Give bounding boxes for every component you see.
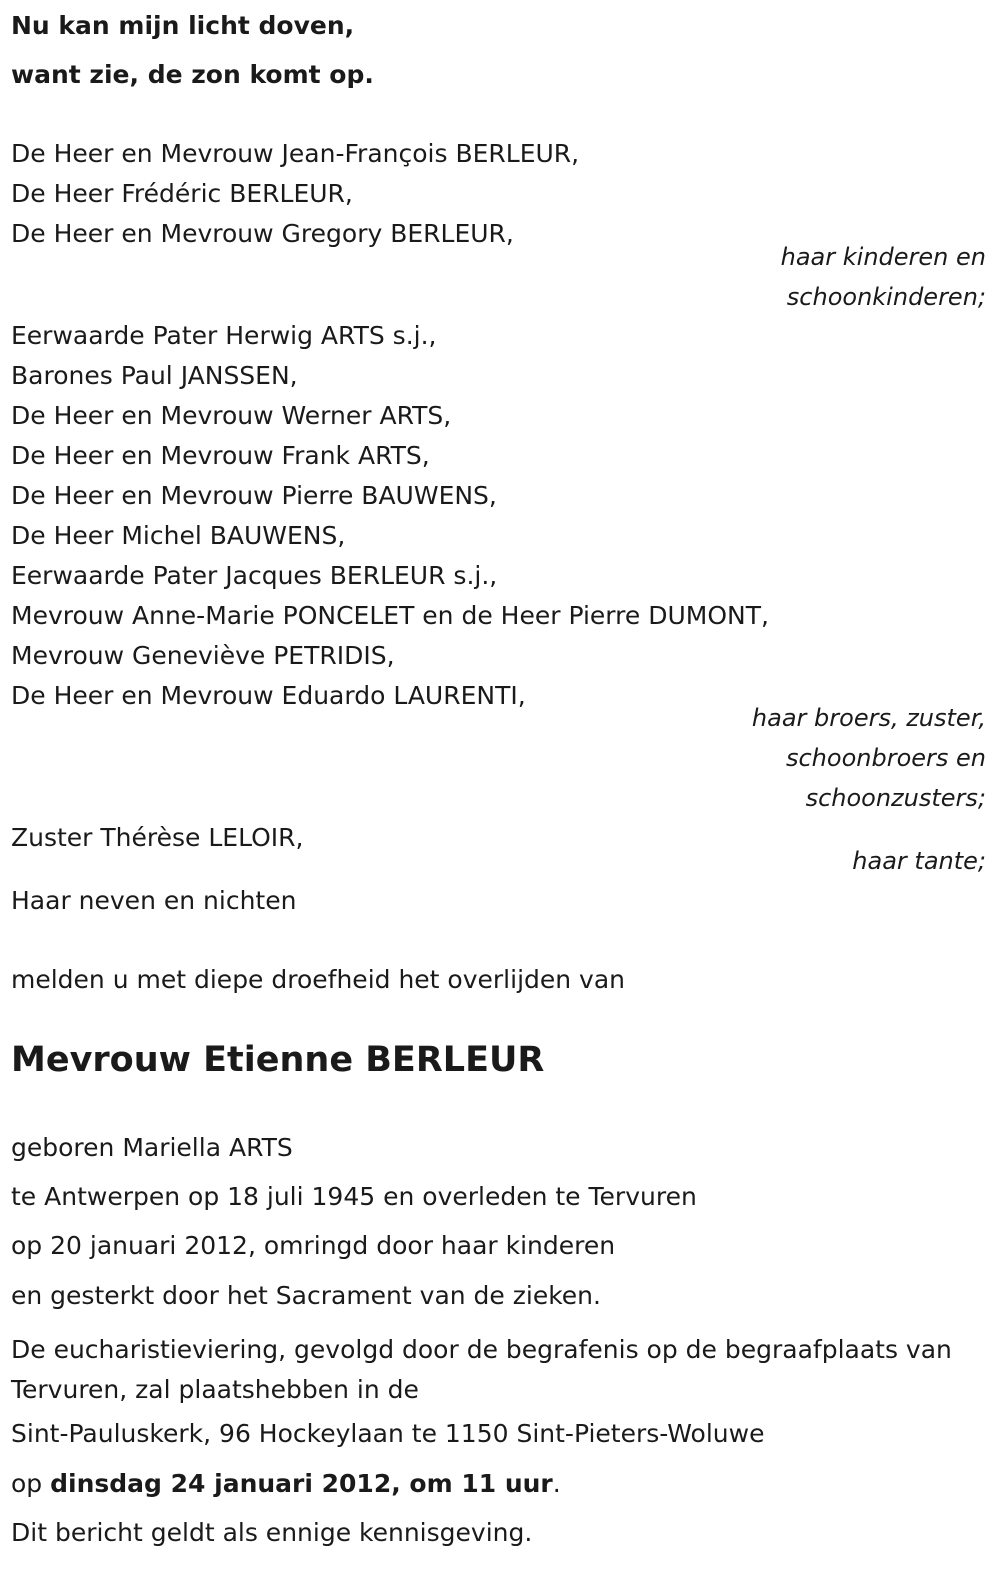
motto-line-1: Nu kan mijn licht doven,: [11, 11, 355, 40]
children-line-2: De Heer Frédéric BERLEUR,: [11, 179, 353, 208]
siblings-role-3: schoonzusters;: [805, 784, 986, 812]
sibling-line-2: Barones Paul JANSSEN,: [11, 361, 298, 390]
sibling-line-9: Mevrouw Geneviève PETRIDIS,: [11, 641, 395, 670]
detail-line-7-suffix: .: [552, 1469, 561, 1498]
detail-line-4: en gesterkt door het Sacrament van de zieken.: [11, 1281, 601, 1310]
sibling-line-10: De Heer en Mevrouw Eduardo LAURENTI,: [11, 681, 526, 710]
aunt-role: haar tante;: [852, 847, 986, 875]
detail-line-6: Sint-Pauluskerk, 96 Hockeylaan te 1150 Sint-Pieters-Woluwe: [11, 1419, 765, 1448]
detail-line-5: De eucharistieviering, gevolgd door de begrafenis op de begraafplaats van Tervuren, zal plaatshebben in de: [11, 1335, 952, 1404]
siblings-role-1: haar broers, zuster,: [751, 704, 986, 732]
funeral-date: dinsdag 24 januari 2012, om 11 uur: [50, 1469, 553, 1498]
sibling-line-5: De Heer en Mevrouw Pierre BAUWENS,: [11, 481, 497, 510]
sibling-line-1: Eerwaarde Pater Herwig ARTS s.j.,: [11, 321, 437, 350]
detail-line-8: Dit bericht geldt als ennige kennisgeving.: [11, 1518, 533, 1547]
sibling-line-3: De Heer en Mevrouw Werner ARTS,: [11, 401, 452, 430]
children-line-3: De Heer en Mevrouw Gregory BERLEUR,: [11, 219, 514, 248]
children-role-2: schoonkinderen;: [786, 283, 986, 311]
children-role-1: haar kinderen en: [780, 243, 986, 271]
sibling-line-7: Eerwaarde Pater Jacques BERLEUR s.j.,: [11, 561, 498, 590]
detail-line-2: te Antwerpen op 18 juli 1945 en overleden te Tervuren: [11, 1182, 697, 1211]
sibling-line-8: Mevrouw Anne-Marie PONCELET en de Heer Pierre DUMONT,: [11, 601, 769, 630]
detail-line-1: geboren Mariella ARTS: [11, 1133, 293, 1162]
children-line-1: De Heer en Mevrouw Jean-François BERLEUR,: [11, 139, 580, 168]
sibling-line-6: De Heer Michel BAUWENS,: [11, 521, 346, 550]
detail-line-3: op 20 januari 2012, omringd door haar kinderen: [11, 1231, 616, 1260]
detail-line-7-prefix: op: [11, 1469, 43, 1498]
detail-line-7: [11, 1469, 561, 1499]
cousins-line: Haar neven en nichten: [11, 886, 297, 915]
siblings-role-2: schoonbroers en: [785, 744, 986, 772]
announcement-line: melden u met diepe droefheid het overlijden van: [11, 965, 626, 994]
motto-line-2: want zie, de zon komt op.: [11, 60, 374, 89]
deceased-name: Mevrouw Etienne BERLEUR: [11, 1040, 545, 1080]
aunt-line: Zuster Thérèse LELOIR,: [11, 823, 304, 852]
sibling-line-4: De Heer en Mevrouw Frank ARTS,: [11, 441, 430, 470]
